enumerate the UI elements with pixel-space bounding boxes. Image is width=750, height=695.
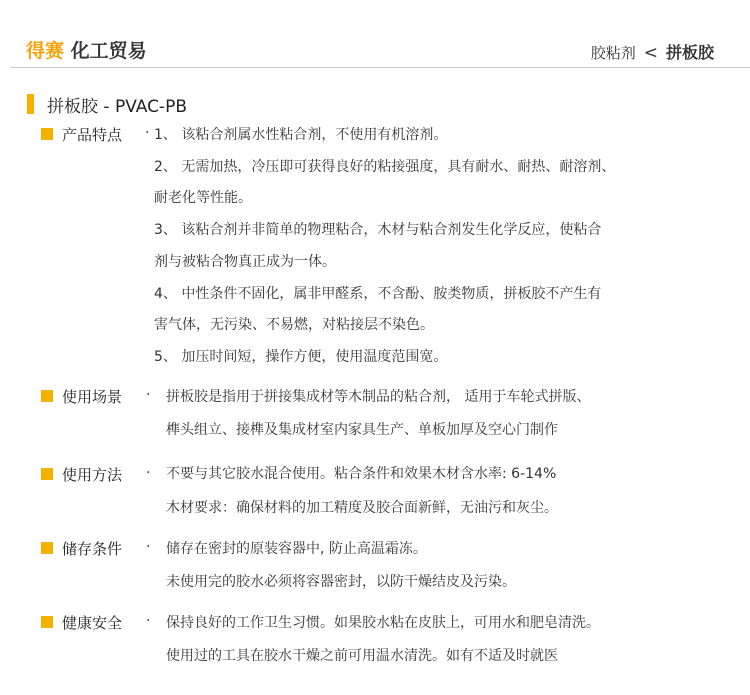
- features-line-3: 耐老化等性能。: [154, 190, 252, 206]
- section-label-health-safety: 健康安全: [62, 614, 123, 632]
- page-header: [0, 0, 750, 70]
- page-title: 拼板胶 - PVAC-PB: [47, 97, 187, 117]
- breadcrumb: [591, 40, 714, 63]
- storage-line-1: 储存在密封的原装容器中, 防止高温霜冻。: [166, 541, 427, 557]
- section-label-storage: 储存条件: [62, 540, 123, 558]
- section-bullet-icon: [41, 468, 53, 480]
- features-line-2: 2、 无需加热，冷压即可获得良好的粘接强度，具有耐水、耐热、耐溶剂、: [154, 159, 616, 175]
- brand-name-text: 化工贸易: [70, 40, 147, 62]
- section-dot: ·: [145, 125, 150, 141]
- section-dot: ·: [146, 613, 151, 629]
- breadcrumb-current: 拼板胶: [665, 43, 714, 62]
- features-line-6: 4、 中性条件不固化，属非甲醛系，不含酚、胺类物质，拼板胶不产生有: [154, 286, 602, 302]
- section-dot: ·: [146, 465, 151, 481]
- features-line-5: 剂与被粘合物真正成为一体。: [154, 254, 336, 270]
- header-divider: [10, 67, 750, 68]
- features-line-8: 5、 加压时间短，操作方便，使用温度范围宽。: [154, 349, 448, 365]
- features-line-4: 3、 该粘合剂并非简单的物理粘合，木材与粘合剂发生化学反应，使粘合: [154, 222, 602, 238]
- breadcrumb-parent-link[interactable]: 胶粘剂: [590, 44, 636, 62]
- section-bullet-icon: [41, 128, 53, 140]
- section-dot: ·: [146, 387, 151, 403]
- safety-line-2: 使用过的工具在胶水干燥之前可用温水清洗。如有不适及时就医: [166, 648, 558, 664]
- method-line-2: 木材要求：确保材料的加工精度及胶合面新鲜，无油污和灰尘。: [166, 500, 558, 516]
- features-line-1: 1、 该粘合剂属水性粘合剂，不使用有机溶剂。: [154, 127, 448, 143]
- storage-line-2: 未使用完的胶水必须将容器密封，以防干燥结皮及污染。: [166, 574, 516, 590]
- section-bullet-icon: [41, 542, 53, 554]
- section-bullet-icon: [41, 616, 53, 628]
- section-label-usage-method: 使用方法: [62, 466, 123, 484]
- title-accent-bar: [27, 94, 34, 114]
- scenario-line-1: 拼板胶是指用于拼接集成材等木制品的粘合剂， 适用于车轮式拼版、: [166, 389, 591, 405]
- section-label-features: 产品特点: [62, 126, 123, 144]
- scenario-line-2: 榫头组立、接榫及集成材室内家具生产、单板加厚及空心门制作: [166, 422, 558, 438]
- safety-line-1: 保持良好的工作卫生习惯。如果胶水粘在皮肤上，可用水和肥皂清洗。: [166, 615, 600, 631]
- breadcrumb-separator: <: [643, 43, 658, 63]
- features-line-7: 害气体，无污染、不易燃，对粘接层不染色。: [154, 317, 434, 333]
- section-bullet-icon: [41, 390, 53, 402]
- brand-accent-text: 得赛: [26, 40, 65, 62]
- brand-logo[interactable]: [26, 36, 147, 63]
- section-dot: ·: [146, 539, 151, 555]
- method-line-1: 不要与其它胶水混合使用。粘合条件和效果木材含水率: 6-14%: [166, 466, 557, 482]
- section-label-usage-scenario: 使用场景: [62, 388, 123, 406]
